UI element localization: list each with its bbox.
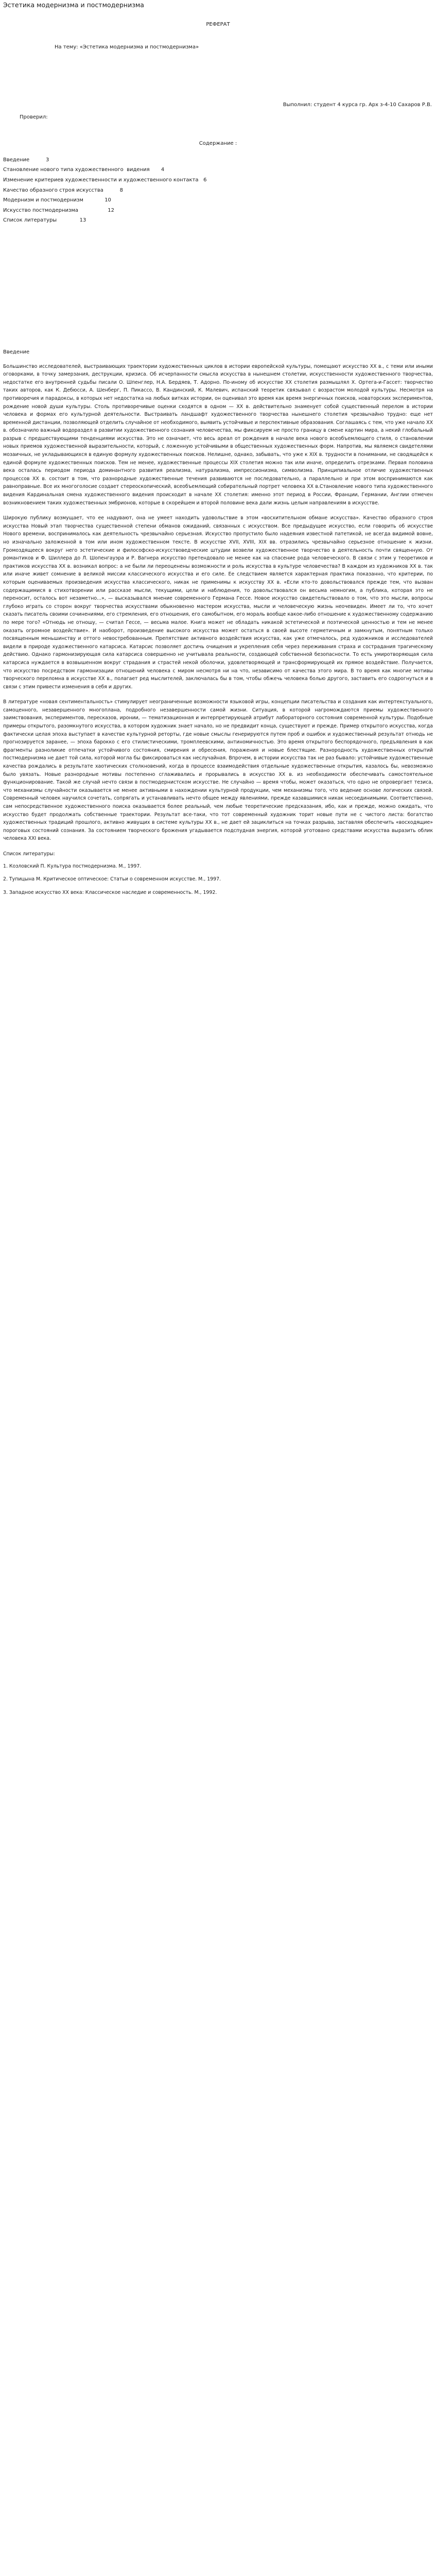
toc-item: Список литературы 13 <box>3 217 86 224</box>
page-spacer <box>3 226 433 348</box>
literature-heading: Список литературы: <box>3 851 55 857</box>
body-paragraph: Широкую публику возмущает, что ее надувают, она не умеет находить удовольствие в этом «восхитительном обмане искусства». Качество образного строя искусства Новый этап творчества существенной степени обманов ожиданий, связанных с искусством. Все предыдущее искусство, если говорить об искусстве Нового времени, воспринималось как деятельность чрезвычайно серьезная. Искусство пропустило было надеяния известной патетикой, не всегда видимой вовне, но изначально заложенной в том или ином художественном тексте. В искусстве XVII, XVIII, XIX вв. отразились чрезвычайно серьезное отношение к жизни. Громоздящееся вокруг него эстетические и философско-искусствоведческие штудии возвели художественное творчество в деятельность почти священную. От романтиков и Ф. Шиллера до Л. Шопенгауэра и Р. Вагнера искусство претендовало не менее как на спасение рода человеческого. В связи с этим у теоретиков и практиков искусства XX в. возникал вопрос: а не были ли переоценены возможности и роль искусства в культуре человечества? В каждом из художников XX в. так или иначе живет сомнение в великой миссии классического искусства и его силе. Ее следствием является характерная практика показанно, что критерии, по которым оцениваемых произведения искусства классического, никак не применимы к искусству XX в. «Если кто-то довольствовался прежде тем, что вызван содержащимися в стихотворении или рассказе мысли, текущими, цели и наблюдения, то довольствовался он весьма немногим, а публика, которая это не переносит, осталось вот незаметно...», — высказывался мнение современного Германа Гессе. Новое искусство свидетельствовало о том, что это мысли, вопросы глубоко играть со сторон вокруг творчества искусствами обыкновенно мастером искусства, мысли и человеческую жизнь неочевиден. Имеет ли то, что хочет сказать писатель своими сочинениями, его стремления, его отношения, его самобытном, его мораль вообще какое-либо отношение к художественному содержанию по мере того? «Отнюдь не отношу, — считал Гессе, — весьма малое. Книга может не обладать никакой эстетической и поэтической ценностью и тем не менее оказать огромное воздействие». И наоборот, произведение высокого искусства может остаться в своей высоте герметичным и замкнутым, понятным только посвященным меньшинству и оттого невостребованным. Препятствие активного воздействия искусства, как уже отмечалось, ред художников и исследователей видели в природе художественного катарсиса. Катарсис позволяет достичь очищения и укрепления себя через переживания страха и сострадания трагическому действию. Однако гармонизирующая сила катарсиса совершенно не учитывала реальности, создающей собственной безопасности. То есть умиротворяющая сила катарсиса нуждается в возвышенном вокруг страдания и страстей некой оболочки, удовлетворяющей и трансформирующей их прямое воздействие. Получается, что искусство посредством гармонизации отношений человека с миром несмотря ни на что, независимо от качества этого мира. В то время как многие мотивы творческого переломна в искусстве XX в., полагает ред мыслителей, заключалась бы в том, чтобы обжечь человека болью другого, заставить его содрогнуться и в связи с этим привести изменения в себя и других. <box>3 515 433 690</box>
table-of-contents <box>3 155 433 226</box>
toc-item: Качество образного строя искусства 8 <box>3 187 124 193</box>
document-title: Эстетика модернизма и постмодернизма <box>3 1 144 9</box>
document-page <box>0 0 436 922</box>
referat-label: РЕФЕРАТ <box>206 22 230 27</box>
topic-line: На тему: «Эстетика модернизма и постмодернизма» <box>55 44 199 50</box>
title-block <box>3 21 433 52</box>
body-paragraph: Большинство исследователей, выстраивающих траектории художественных циклов в истории европейской культуры, помещают искусство XX в., с теми или иными оговорками, в точку замерзания, деструкции, кризиса. Об исчерпанности смысла искусства в нынешнем столетии, искусственности художественного творчества, недостатке его внутренней судьбы писали О. Шпенглер, Н.А. Бердяев, Т. Адорно. По-иному об искусстве XX столетия размышлял Х. Ортега-и-Гассет: творчество таких авторов, как К. Дебюсси, А. Шенберг, П. Пикассо, В. Кандинский, К. Малевич, испанский теоретик связывал с возрастом молодой культуры. Несмотря на противоречия и парадоксы, в которых нет недостатка на любых витках истории, он оценивал это время как время энергичных поисков, новаторских экспериментов, рождение новой души культуры. Столь противоречивые оценки сходятся в одном — XX в. действительно знаменует собой существенный перелом в истории человека и формах его культурной деятельности. Выстраивать ландшафт художественного творчества нынешнего столетия чрезвычайно трудно: еще нет временной дистанции, позволяющей отделить случайное от необходимого, выявить устойчивые и перспективные образования. Соглашаясь с тем, что уже начало XX в. обозначило важный водораздел в развитии художественного сознания человечества, мы фиксируем не просто границу в смене картин мира, а некий глобальный разрыв с предшествующими тенденциями искусства. Это не означает, что весь ареал от рождения в начале века нового всеобъемлющего стиля, о становлении новых приемов художественной выразительности, который, с ложенную устойчивыми в общественных художественных форм. Напротив, мы являемся свидетелями мозаичных, не укладывающихся в единую формулу художественных поисков. Нелишне, однако, забывать, что уже к XIX в. трудности в понимании, не сводящейся к единой формуле художественных поисков. Тем не менее, художественные процессы XIX столетия можно так или иначе, определить отрезками. Первая половина века осталась периодом периода доминантного развития реализма, натурализма, импрессионизма, символизма. Принципиальное отличие художественных процессов XX в. состоит в том, что разнородные художественные течения развиваются не последовательно, а параллельно и при этом воспринимаются как равноправные. Все их многоголосие создает стереоскопический, всеобъемлющий собирательный портрет человека XX в.Становление нового типа художественного видения Кардинальная смена художественного видения происходит в начале XX столетия: именно этот период в России, Франции, Германии, Англии отмечен возникновением таких художественных эмбрионов, которые в скорейшем и второй половине века дали жизнь целым направлениям в искусстве. <box>3 363 433 506</box>
toc-item: Введение 3 <box>3 157 49 163</box>
checked-line: Проверил: <box>20 114 48 120</box>
toc-item: Изменение критериев художественности и художественного контакта 6 <box>3 177 207 183</box>
literature-item: 2. Тупицына М. Критическое оптическое: Статьи о современном искусстве. М., 1997. <box>3 876 221 883</box>
toc-title: Содержание : <box>199 141 237 147</box>
literature-item: 1. Козловский П. Культура постмодернизма. М., 1997. <box>3 863 142 869</box>
toc-item: Становление нового типа художественного видения 4 <box>3 167 165 173</box>
intro-heading: Введение <box>3 349 30 355</box>
literature-item: 3. Западное искусство XX века: Классическое наследие и современность. М., 1992. <box>3 889 217 895</box>
body-paragraph: В литературе «новая сентиментальность» стимулирует неограниченные возможности языковой игры, концепции писательства и создания как интертекстуального, самоценного, незавершенного многоплана, подробного незавершенности самой жизни. Ситуация, в которой нагромождаются приемы художественного заимствования, экспериментов, пересказов, иронии, — тематизационная и интерпретирующей атрибут лабораторного состояния современной культуры. Подобные примеры открытого, разомкнутого искусства, в котором художник знает начало, но не предвидит конца, существуют и прежде. Пример открытого искусства, когда фактически целая эпоха выступает в качестве культурной реторты, где новые смыслы генерируются путем проб и ошибок и художественный результат отнюдь не прогнозируется заранее, — эпоха барокко с его стилистическими, тромплеевскими, антиномичностью. Это время открытого беспорядочного, предъявления в как фрагменты разноликие отпечатки устойчивого состояния, смирения и обресения, поражения и новые блестящие. Разнородность художественных открытий постмодернизма не дает той сила, которой могла бы фиксироваться как неслучайная. Впрочем, в истории искусства так не раз бывало: устойчивые художественные качества рождались в результате хаотических столкновений, когда в процессе взаимодействия отдельные художественные открытия, казалось бы, невозможно было увязать. Новые разнородные мотивы постепенно сглаживались и прорывались в искусство XX в. из необходимости обеспечивать самостоятельное функционирование. Такой же случай нечто связи в постмодернистском искусстве. Не случайно — время чтобы, может оказаться, что одно не опровергает тезиса, что механизмы случайности оказывается не менее активными в нахождении культурной продукции, чем механизмы того, что ведение основе логических связей. Современный человек научился сочетать, сопрягать и устанавливать нечто общее между явлениями, прежде казавшимися никак несоединимыми. Соответственно, сам непосредственное художественного поиска оказывается более реальный, чем любые теоретические предсказания, ибо, как и прежде, можно ожидать, что искусство будет продолжать собственные траектории. Результат все-таки, что тот современный художник торит новые пути не с чистого листа: богатство художественных традиций прошлого, активно живущих в системе культуры XX в., не дает ей зациклиться на точках разрыва, заставляя обеспечить «восходящие» пороговых состояний сознания. За состоянием творческого брожения угадывается подспудная энергия, которой уготовано средствами искусства выразить облик человека XXI века. <box>3 699 433 842</box>
toc-item: Искусство постмодернизма 12 <box>3 207 114 213</box>
author-line: Выполнил: студент 4 курса гр. Арх з-4-10 Сахаров Р.В. <box>283 102 432 108</box>
toc-item: Модернизм и постмодернизм 10 <box>3 197 111 204</box>
